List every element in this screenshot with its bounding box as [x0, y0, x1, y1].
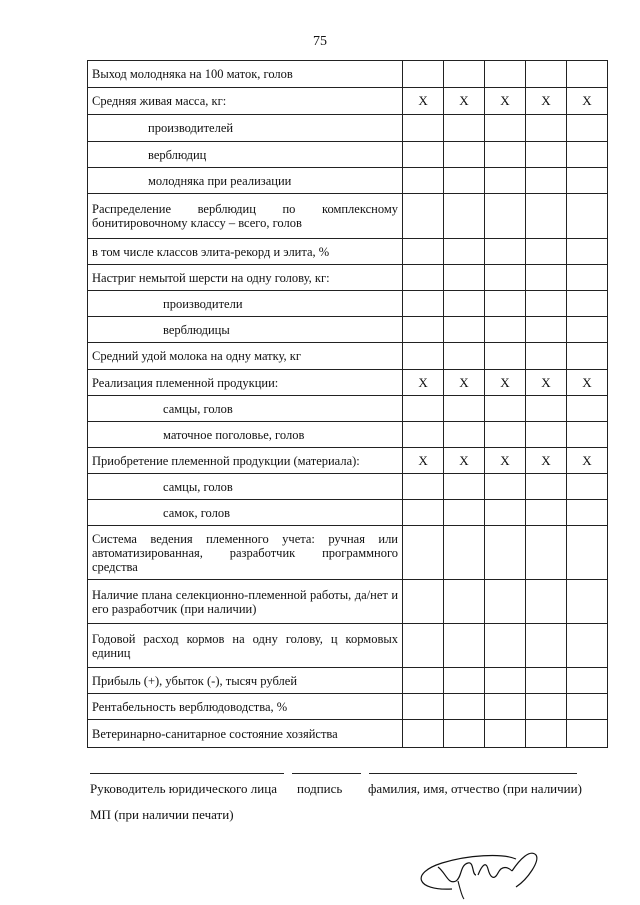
- value-cell: [444, 526, 485, 580]
- value-cell: [484, 61, 525, 88]
- value-cell: [484, 142, 525, 168]
- value-cell: [403, 500, 444, 526]
- value-cell: [403, 624, 444, 668]
- value-cell: [484, 474, 525, 500]
- signature-line: [292, 773, 361, 774]
- livestock-form-table: [87, 60, 608, 748]
- table-row: [88, 61, 608, 88]
- value-cell: [403, 317, 444, 343]
- value-cell: [403, 422, 444, 448]
- value-cell: [484, 343, 525, 370]
- value-cell: [403, 239, 444, 265]
- value-cell: [444, 115, 485, 142]
- value-cell: [566, 526, 607, 580]
- value-cell: [403, 194, 444, 239]
- value-cell: [484, 580, 525, 624]
- row-label: в том числе классов элита-рекорд и элита, %: [88, 239, 403, 265]
- value-cell: [444, 168, 485, 194]
- table-row: [88, 624, 608, 668]
- value-cell: [566, 624, 607, 668]
- table-row: [88, 370, 608, 396]
- table-row: [88, 474, 608, 500]
- value-cell: [444, 668, 485, 694]
- table-body: [88, 61, 608, 748]
- value-cell: X: [484, 370, 525, 396]
- table-row: [88, 142, 608, 168]
- table-row: [88, 194, 608, 239]
- value-cell: X: [444, 88, 485, 115]
- value-cell: [484, 720, 525, 748]
- value-cell: [444, 422, 485, 448]
- row-label: Наличие плана селекционно-племенной работы, да/нет и его разработчик (при наличии): [88, 580, 403, 624]
- value-cell: X: [525, 370, 566, 396]
- row-label: верблюдиц: [88, 142, 403, 168]
- value-cell: [525, 580, 566, 624]
- value-cell: X: [566, 370, 607, 396]
- value-cell: X: [566, 88, 607, 115]
- name-line: [369, 773, 577, 774]
- value-cell: X: [403, 448, 444, 474]
- row-label: Ветеринарно-санитарное состояние хозяйства: [88, 720, 403, 748]
- value-cell: [525, 526, 566, 580]
- row-label: Прибыль (+), убыток (-), тысяч рублей: [88, 668, 403, 694]
- table-row: [88, 88, 608, 115]
- value-cell: [403, 474, 444, 500]
- value-cell: [566, 720, 607, 748]
- value-cell: [525, 265, 566, 291]
- value-cell: [403, 115, 444, 142]
- value-cell: X: [403, 88, 444, 115]
- value-cell: X: [444, 370, 485, 396]
- table-row: [88, 239, 608, 265]
- value-cell: [566, 168, 607, 194]
- value-cell: [566, 142, 607, 168]
- value-cell: [566, 317, 607, 343]
- value-cell: [525, 142, 566, 168]
- row-label: молодняка при реализации: [88, 168, 403, 194]
- value-cell: [525, 694, 566, 720]
- table-row: [88, 448, 608, 474]
- value-cell: [403, 142, 444, 168]
- value-cell: [444, 720, 485, 748]
- row-label: Годовой расход кормов на одну голову, ц кормовых единиц: [88, 624, 403, 668]
- value-cell: [444, 317, 485, 343]
- value-cell: [484, 624, 525, 668]
- table-row: [88, 291, 608, 317]
- table-row: [88, 694, 608, 720]
- value-cell: [444, 474, 485, 500]
- value-cell: X: [566, 448, 607, 474]
- row-label: Рентабельность верблюдоводства, %: [88, 694, 403, 720]
- value-cell: [566, 265, 607, 291]
- row-label: самцы, голов: [88, 396, 403, 422]
- value-cell: [444, 580, 485, 624]
- row-label: самок, голов: [88, 500, 403, 526]
- value-cell: [525, 61, 566, 88]
- value-cell: [444, 291, 485, 317]
- row-label: Приобретение племенной продукции (материала):: [88, 448, 403, 474]
- value-cell: [403, 668, 444, 694]
- handwritten-signature-icon: [412, 845, 562, 900]
- table-row: [88, 580, 608, 624]
- value-cell: [444, 396, 485, 422]
- value-cell: [403, 61, 444, 88]
- value-cell: [484, 694, 525, 720]
- value-cell: [444, 500, 485, 526]
- row-label: Средняя живая масса, кг:: [88, 88, 403, 115]
- value-cell: [566, 694, 607, 720]
- value-cell: [525, 343, 566, 370]
- value-cell: [525, 624, 566, 668]
- value-cell: X: [525, 88, 566, 115]
- value-cell: [566, 474, 607, 500]
- value-cell: [525, 239, 566, 265]
- value-cell: [525, 474, 566, 500]
- value-cell: [484, 194, 525, 239]
- row-label: Настриг немытой шерсти на одну голову, кг:: [88, 265, 403, 291]
- table-row: [88, 422, 608, 448]
- value-cell: [403, 694, 444, 720]
- value-cell: [566, 239, 607, 265]
- table-row: [88, 720, 608, 748]
- value-cell: [525, 291, 566, 317]
- value-cell: [444, 694, 485, 720]
- row-label: Реализация племенной продукции:: [88, 370, 403, 396]
- signature-label: подпись: [297, 781, 343, 796]
- value-cell: X: [444, 448, 485, 474]
- stamp-label: МП (при наличии печати): [90, 807, 234, 822]
- row-label: самцы, голов: [88, 474, 403, 500]
- value-cell: [484, 265, 525, 291]
- value-cell: [566, 115, 607, 142]
- value-cell: X: [525, 448, 566, 474]
- value-cell: [525, 720, 566, 748]
- row-label: Система ведения племенного учета: ручная или автоматизированная, разработчик программного средства: [88, 526, 403, 580]
- value-cell: [444, 239, 485, 265]
- value-cell: [444, 194, 485, 239]
- value-cell: [566, 668, 607, 694]
- table-row: [88, 168, 608, 194]
- value-cell: [566, 343, 607, 370]
- value-cell: [403, 580, 444, 624]
- value-cell: [566, 61, 607, 88]
- row-label: Распределение верблюдиц по комплексному бонитировочному классу – всего, голов: [88, 194, 403, 239]
- value-cell: [525, 317, 566, 343]
- value-cell: [566, 580, 607, 624]
- head-label: Руководитель юридического лица: [90, 781, 277, 796]
- value-cell: [566, 500, 607, 526]
- value-cell: [484, 422, 525, 448]
- value-cell: [566, 194, 607, 239]
- value-cell: [525, 115, 566, 142]
- value-cell: [403, 168, 444, 194]
- name-label: фамилия, имя, отчество (при наличии): [368, 781, 582, 796]
- row-label: производителей: [88, 115, 403, 142]
- value-cell: [444, 265, 485, 291]
- row-label: Средний удой молока на одну матку, кг: [88, 343, 403, 370]
- value-cell: [525, 168, 566, 194]
- value-cell: [403, 343, 444, 370]
- value-cell: [444, 61, 485, 88]
- row-label: маточное поголовье, голов: [88, 422, 403, 448]
- table-row: [88, 500, 608, 526]
- value-cell: [403, 396, 444, 422]
- value-cell: X: [484, 88, 525, 115]
- head-signature-line: [90, 773, 284, 774]
- table-row: [88, 265, 608, 291]
- table-row: [88, 396, 608, 422]
- table-row: [88, 668, 608, 694]
- value-cell: [444, 142, 485, 168]
- value-cell: [566, 422, 607, 448]
- row-label: производители: [88, 291, 403, 317]
- value-cell: [484, 668, 525, 694]
- table-row: [88, 317, 608, 343]
- value-cell: [403, 526, 444, 580]
- value-cell: [484, 396, 525, 422]
- page-number: 75: [313, 34, 327, 49]
- value-cell: X: [403, 370, 444, 396]
- row-label: Выход молодняка на 100 маток, голов: [88, 61, 403, 88]
- value-cell: [444, 624, 485, 668]
- value-cell: [566, 291, 607, 317]
- value-cell: [484, 168, 525, 194]
- value-cell: [403, 720, 444, 748]
- value-cell: [484, 239, 525, 265]
- value-cell: [525, 500, 566, 526]
- table-row: [88, 115, 608, 142]
- value-cell: [484, 526, 525, 580]
- value-cell: [525, 668, 566, 694]
- value-cell: [484, 115, 525, 142]
- value-cell: [525, 194, 566, 239]
- value-cell: [403, 265, 444, 291]
- value-cell: [444, 343, 485, 370]
- value-cell: [484, 291, 525, 317]
- value-cell: [566, 396, 607, 422]
- table-row: [88, 526, 608, 580]
- table-row: [88, 343, 608, 370]
- value-cell: X: [484, 448, 525, 474]
- row-label: верблюдицы: [88, 317, 403, 343]
- value-cell: [525, 422, 566, 448]
- value-cell: [484, 500, 525, 526]
- value-cell: [403, 291, 444, 317]
- value-cell: [484, 317, 525, 343]
- value-cell: [525, 396, 566, 422]
